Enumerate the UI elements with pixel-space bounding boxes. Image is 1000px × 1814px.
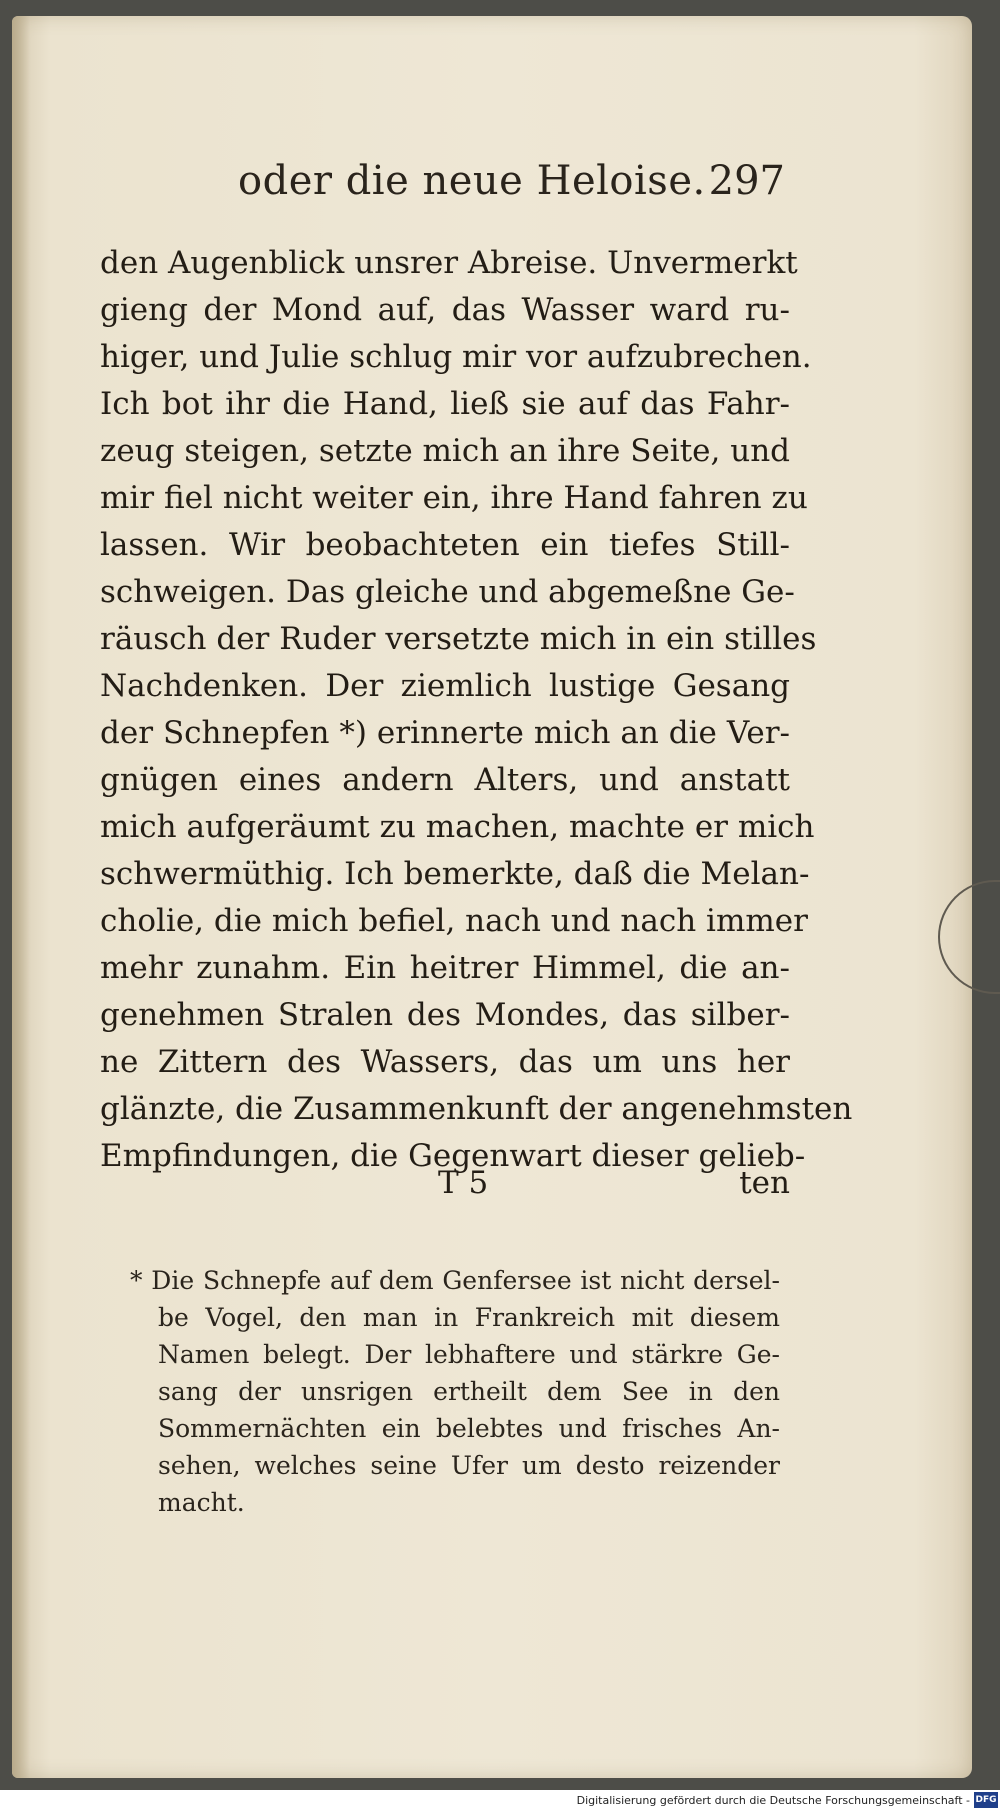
footnote-line: * Die Schnepfe auf dem Genfersee ist nicht dersel-	[130, 1266, 780, 1295]
text-line: schweigen. Das gleiche und abgemeßne Ge-	[100, 574, 795, 610]
main-text-block	[100, 240, 853, 1180]
page-header	[100, 150, 785, 220]
footnote-line: be Vogel, den man in Frankreich mit diesem	[158, 1303, 780, 1332]
footnote-block	[130, 1262, 780, 1521]
text-line: der Schnepfen *) erinnerte mich an die Ver-	[100, 715, 790, 751]
text-line: higer, und Julie schlug mir vor aufzubrechen.	[100, 339, 812, 375]
text-line: mehr zunahm. Ein heitrer Himmel, die an-	[100, 950, 790, 986]
page-number: 297	[708, 158, 785, 204]
text-line: lassen. Wir beobachteten ein tiefes Still-	[100, 527, 790, 563]
printer-signature: T 5	[438, 1165, 489, 1201]
footnote-line: Namen belegt. Der lebhaftere und stärkre Ge-	[158, 1340, 780, 1369]
digitization-footer	[0, 1790, 1000, 1814]
text-line: cholie, die mich befiel, nach und nach immer	[100, 903, 808, 939]
text-line: mich aufgeräumt zu machen, machte er mich	[100, 809, 815, 845]
text-line: räusch der Ruder versetzte mich in ein stilles	[100, 621, 817, 657]
text-line: mir fiel nicht weiter ein, ihre Hand fahren zu	[100, 480, 808, 516]
footnote-line: sang der unsrigen ertheilt dem See in den	[158, 1377, 780, 1406]
text-line: zeug steigen, setzte mich an ihre Seite, und	[100, 433, 791, 469]
page-gutter-shadow	[12, 16, 30, 1778]
text-line: gnügen eines andern Alters, und anstatt	[100, 762, 790, 798]
footnote-line: Sommernächten ein belebtes und frisches An-	[158, 1414, 780, 1443]
text-line: gieng der Mond auf, das Wasser ward ru-	[100, 292, 790, 328]
running-title: oder die neue Heloise.	[238, 158, 706, 204]
text-line: ne Zittern des Wassers, das um uns her	[100, 1044, 790, 1080]
text-line: Empfindungen, die Gegenwart dieser gelieb-	[100, 1138, 806, 1174]
catchword: ten	[739, 1165, 790, 1201]
text-line: genehmen Stralen des Mondes, das silber-	[100, 997, 790, 1033]
funding-credit: Digitalisierung gefördert durch die Deutsche Forschungsgemeinschaft -	[576, 1794, 970, 1807]
footnote-line: sehen, welches seine Ufer um desto reizender	[158, 1451, 780, 1480]
footnote-line: macht.	[158, 1488, 245, 1517]
text-line: Ich bot ihr die Hand, ließ sie auf das Fahr-	[100, 386, 790, 422]
dfg-logo-icon: DFG	[974, 1792, 998, 1808]
text-line: den Augenblick unsrer Abreise. Unvermerkt	[100, 245, 798, 281]
text-line: glänzte, die Zusammenkunft der angenehmsten	[100, 1091, 853, 1127]
text-line: schwermüthig. Ich bemerkte, daß die Melan-	[100, 856, 810, 892]
text-line: Nachdenken. Der ziemlich lustige Gesang	[100, 668, 790, 704]
signature-row	[100, 1165, 790, 1215]
